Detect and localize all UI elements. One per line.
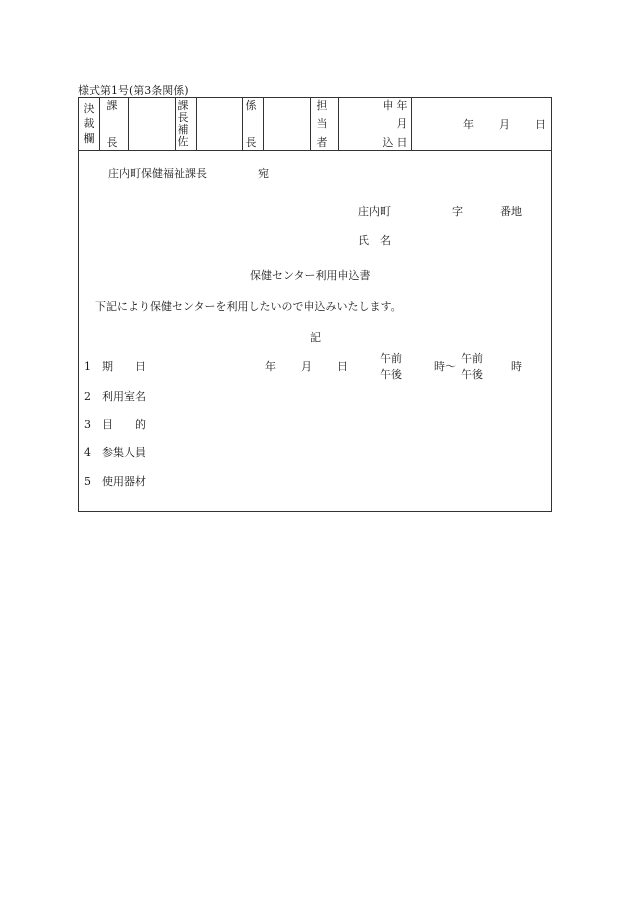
approval-divider [310, 97, 311, 151]
period-hour-to: 時 [511, 360, 522, 373]
approval-divider [338, 97, 339, 151]
approval-divider [99, 97, 100, 151]
date-label-char: 月 [396, 117, 408, 130]
period-pm-to: 午後 [461, 368, 483, 381]
moushikomi-label-char: 込 [382, 136, 394, 149]
approval-divider [242, 97, 243, 151]
item-label-period: 期 日 [102, 360, 146, 373]
kakari-label-bottom: 長 [245, 136, 257, 149]
hosa-label-char: 課 [177, 99, 189, 112]
item-number: 1 [84, 360, 91, 373]
approval-divider [411, 97, 412, 151]
item-label-purpose: 目 的 [102, 418, 146, 431]
period-hour-from: 時～ [434, 360, 456, 373]
ki-marker: 記 [310, 331, 321, 344]
item-label-room: 利用室名 [102, 390, 146, 403]
application-date-month: 月 [499, 118, 510, 131]
ka-label-top: 課 [106, 99, 118, 112]
document-title: 保健センター利用申込書 [250, 269, 371, 282]
item-label-equipment: 使用器材 [102, 475, 146, 488]
period-pm-from: 午後 [380, 368, 402, 381]
applicant-aza: 字 [452, 205, 463, 218]
hosa-label-char: 長 [177, 111, 189, 124]
approval-divider [196, 97, 197, 151]
date-label-char: 日 [396, 136, 408, 149]
item-number: 3 [84, 418, 91, 431]
date-label-char: 年 [396, 99, 408, 112]
applicant-town: 庄内町 [358, 205, 391, 218]
decision-label-char: 裁 [83, 117, 95, 130]
period-year: 年 [265, 360, 276, 373]
tanto-label-char: 者 [316, 136, 328, 149]
body-text: 下記により保健センターを利用したいので申込みいたします。 [95, 300, 402, 313]
item-number: 5 [84, 475, 91, 488]
applicant-name-label: 氏 名 [358, 234, 391, 247]
application-date-day: 日 [535, 118, 546, 131]
decision-label-char: 欄 [83, 132, 95, 145]
addressee-name: 庄内町保健福祉課長 [108, 167, 207, 180]
applicant-banchi: 番地 [500, 205, 522, 218]
application-date-year: 年 [463, 118, 474, 131]
period-am-from: 午前 [380, 352, 402, 365]
item-number: 2 [84, 390, 91, 403]
tanto-label-char: 担 [316, 99, 328, 112]
addressee-suffix: 宛 [258, 167, 269, 180]
period-am-to: 午前 [461, 352, 483, 365]
item-label-attendees: 参集人員 [102, 446, 146, 459]
tanto-label-char: 当 [316, 117, 328, 130]
decision-label-char: 決 [83, 102, 95, 115]
form-number: 様式第1号(第3条関係) [78, 84, 189, 97]
period-day: 日 [337, 360, 348, 373]
approval-divider [128, 97, 129, 151]
hosa-label-char: 佐 [177, 135, 189, 148]
approval-divider [263, 97, 264, 151]
ka-label-bottom: 長 [106, 136, 118, 149]
kakari-label-top: 係 [245, 99, 257, 112]
moushikomi-label-char: 申 [382, 99, 394, 112]
item-number: 4 [84, 446, 91, 459]
hosa-label-char: 補 [177, 123, 189, 136]
period-month: 月 [301, 360, 312, 373]
